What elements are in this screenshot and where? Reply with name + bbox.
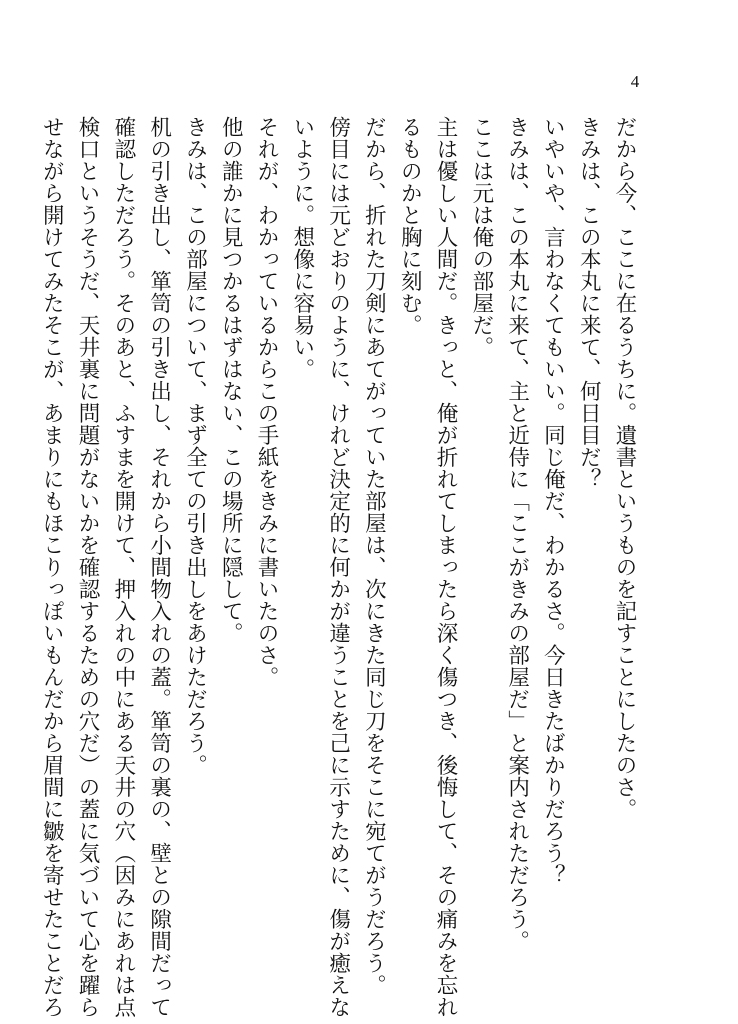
text-line: いように。想像に容易い。 xyxy=(289,116,315,380)
text-line: るものかと胸に刻む。 xyxy=(397,116,423,336)
text-line: 主は優しい人間だ。きっと、俺が折れてしまったら深く傷つき、後悔して、その痛みを忘れ xyxy=(433,116,459,1018)
body-text xyxy=(39,116,642,1018)
text-line: 確認しただろう。そのあと、ふすまを開けて、押入れの中にある天井の穴（因みにあれは点 xyxy=(110,116,136,1018)
text-line: 傍目には元どおりのように、けれど決定的に何かが違うことを己に示すために、傷が癒えな xyxy=(325,116,351,1018)
text-line: きみは、この本丸に来て、主と近侍に「ここがきみの部屋だ」と案内されただろう。 xyxy=(504,116,530,952)
text-line: きみは、この部屋について、まず全ての引き出しをあけただろう。 xyxy=(182,116,208,776)
text-line: 机の引き出し、箪笥の引き出し、それから小間物入れの蓋。箪笥の裏の、壁との隙間だって xyxy=(146,116,172,1018)
text-line: だから、折れた刀剣にあてがっていた部屋は、次にきた同じ刀をそこに宛てがうだろう。 xyxy=(361,116,387,996)
text-line: ここは元は俺の部屋だ。 xyxy=(468,116,494,358)
text-line: だから今、ここに在るうちに。遺書というものを記すことにしたのさ。 xyxy=(612,116,637,820)
text-line: それが、わかっているからこの手紙をきみに書いたのさ。 xyxy=(254,116,280,688)
text-line: いやいや、言わなくてもいい。同じ俺だ、わかるさ。今日きたばかりだろう？ xyxy=(540,116,566,886)
page-number: 4 xyxy=(630,72,640,91)
text-line: きみは、この本丸に来て、何日目だ？ xyxy=(576,116,602,490)
text-line: 検口というそうだ、天井裏に問題がないかを確認するための穴だ）の蓋に気づいて心を躍ら xyxy=(75,116,101,1018)
text-line: 他の誰かに見つかるはずはない、この場所に隠して。 xyxy=(218,116,244,644)
text-line: せながら開けてみたそこが、あまりにもほこりっぽいもんだから眉間に皺を寄せたことだろ xyxy=(39,116,65,1018)
